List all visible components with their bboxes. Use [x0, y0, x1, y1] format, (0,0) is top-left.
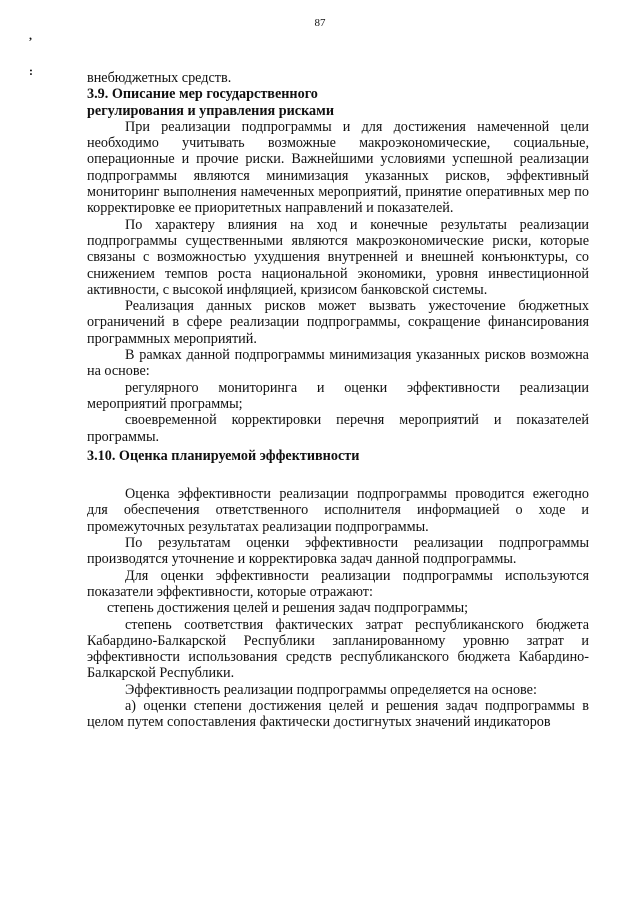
section-3-9-heading: 3.9. Описание мер государственного	[87, 86, 318, 103]
page-number: 87	[314, 17, 326, 29]
paragraph: Для оценки эффективности реализации подпрограммы используются показатели эффективности, которые отражают:	[87, 567, 589, 600]
intro-text: внебюджетных средств.	[87, 70, 232, 86]
paragraph: В рамках данной подпрограммы минимизация указанных рисков возможна на основе:	[87, 347, 589, 380]
paragraph: По результатам оценки эффективности реализации подпрограммы производятся уточнение и корректировка задач данной подпрограммы.	[87, 535, 589, 568]
margin-mark: :	[29, 64, 33, 78]
paragraph: По характеру влияния на ход и конечные результаты реализации подпрограммы существенными являются макроэкономические риски, которые связаны с возможностью ухудшения внутренней и внешней конъюнктуры, со снижением темпов роста национальной экономики, уровня инвестиционной активности, с высокой инфляцией, кризисом банковской системы.	[87, 216, 589, 298]
paragraph: При реализации подпрограммы и для достижения намеченной цели необходимо учитывать возможные макроэкономические, социальные, операционные и прочие риски. Важнейшими условиями успешной реализации подпрограммы являются минимизация указанных рисков, эффективный мониторинг выполнения намеченных мероприятий, принятие оперативных мер по корректировке ее приоритетных направлений и показателей.	[87, 118, 589, 217]
list-item: регулярного мониторинга и оценки эффективности реализации мероприятий программы;	[87, 379, 589, 412]
section-3-9-heading: регулирования и управления рисками	[87, 102, 334, 119]
list-item: степень соответствия фактических затрат республиканского бюджета Кабардино-Балкарской Республики запланированному уровню затрат и эффективности использования средств республиканского бюджета Кабардино-Балкарской Республики.	[87, 616, 589, 682]
list-item: своевременной корректировки перечня мероприятий и показателей программы.	[87, 412, 589, 445]
document-body	[87, 70, 589, 731]
paragraph: Эффективность реализации подпрограммы определяется на основе:	[125, 681, 537, 698]
paragraph: Оценка эффективности реализации подпрограммы проводится ежегодно для обеспечения ответственного исполнителя информацией о ходе и промежуточных результатах реализации подпрограммы.	[87, 486, 589, 535]
list-item: степень достижения целей и решения задач подпрограммы;	[107, 600, 469, 617]
paragraph: Реализация данных рисков может вызвать ужесточение бюджетных ограничений в сфере реализации подпрограммы, сокращение финансирования программных мероприятий.	[87, 298, 589, 347]
margin-mark: ,	[29, 28, 32, 42]
section-3-10-heading: 3.10. Оценка планируемой эффективности	[87, 447, 360, 464]
list-item: а) оценки степени достижения целей и решения задач подпрограммы в целом путем сопоставления фактически достигнутых значений индикаторов	[87, 697, 589, 731]
